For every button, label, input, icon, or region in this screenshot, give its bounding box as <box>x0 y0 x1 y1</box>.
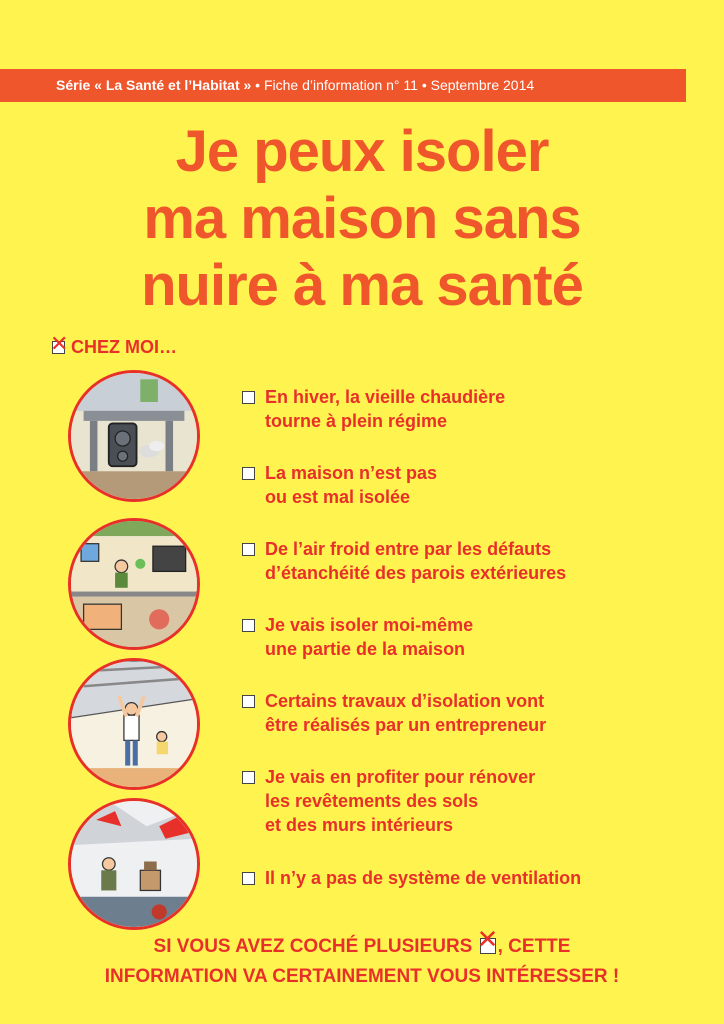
fiche-info: • Fiche d’information n° 11 • Septembre 2014 <box>251 77 535 93</box>
checklist-item[interactable] <box>242 866 581 890</box>
checked-box-icon <box>52 341 65 354</box>
title-line-2: ma maison sans <box>143 186 581 251</box>
checklist-item[interactable] <box>242 537 566 585</box>
checkbox[interactable] <box>242 695 255 708</box>
item-text: Je vais en profiter pour rénover <box>265 767 536 787</box>
item-text: En hiver, la vieille chaudière <box>265 387 506 407</box>
item-text: d’étanchéité des parois extérieures <box>265 563 567 583</box>
item-text: tourne à plein régime <box>265 411 448 431</box>
insulating-ceiling-illustration <box>68 658 200 790</box>
item-text: Je vais isoler moi-même <box>265 615 474 635</box>
item-text: être réalisés par un entrepreneur <box>265 715 547 735</box>
series-label: Série « La Santé et l’Habitat » <box>56 77 252 93</box>
section-heading <box>52 337 177 358</box>
checklist-item[interactable] <box>242 689 546 737</box>
item-text: et des murs intérieurs <box>265 815 454 835</box>
item-text: ou est mal isolée <box>265 487 411 507</box>
footer-text: SI VOUS AVEZ COCHÉ PLUSIEURS <box>153 936 473 957</box>
renovation-illustration <box>68 798 200 930</box>
checkbox[interactable] <box>242 619 255 632</box>
series-banner <box>0 69 686 102</box>
title-line-1: Je peux isoler <box>175 119 549 184</box>
checklist-item[interactable] <box>242 613 473 661</box>
checkbox[interactable] <box>242 872 255 885</box>
boiler-illustration <box>68 370 200 502</box>
section-label: CHEZ MOI… <box>71 337 177 357</box>
checklist-item[interactable] <box>242 461 437 509</box>
checkbox[interactable] <box>242 771 255 784</box>
family-room-illustration <box>68 518 200 650</box>
checkbox[interactable] <box>242 391 255 404</box>
item-text: les revêtements des sols <box>265 791 479 811</box>
checkbox[interactable] <box>242 467 255 480</box>
title-line-3: nuire à ma santé <box>141 253 583 318</box>
footer-line-1 <box>0 932 724 962</box>
item-text: une partie de la maison <box>265 639 466 659</box>
checked-box-icon <box>480 938 496 954</box>
item-text: La maison n’est pas <box>265 463 438 483</box>
footer-text: , CETTE <box>497 936 571 957</box>
page-title <box>0 118 724 319</box>
footer-message <box>0 932 724 992</box>
item-text: Certains travaux d’isolation vont <box>265 691 545 711</box>
checklist-item[interactable] <box>242 385 505 433</box>
footer-line-2: INFORMATION VA CERTAINEMENT VOUS INTÉRESSER ! <box>104 966 620 987</box>
checklist-item[interactable] <box>242 765 535 837</box>
checkbox[interactable] <box>242 543 255 556</box>
item-text: De l’air froid entre par les défauts <box>265 539 552 559</box>
item-text: Il n’y a pas de système de ventilation <box>265 868 582 888</box>
